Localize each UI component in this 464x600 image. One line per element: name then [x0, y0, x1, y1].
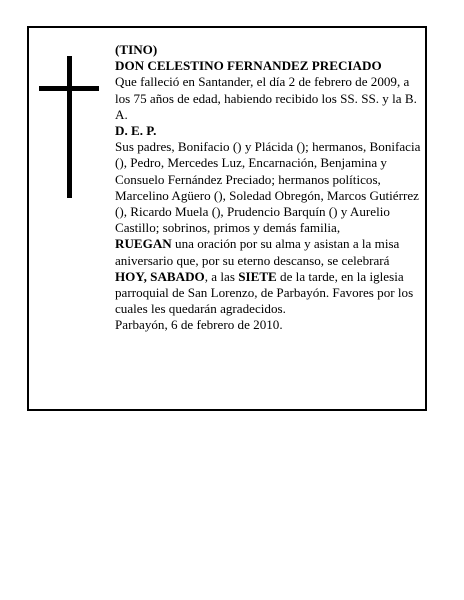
time-connector: , a las [204, 268, 239, 284]
mass-time: SIETE [238, 268, 277, 284]
mass-invitation [115, 236, 421, 317]
obituary-notice [27, 26, 427, 411]
cross-icon [39, 56, 99, 198]
mass-day: HOY, SABADO [115, 268, 205, 284]
nickname: (TINO) [115, 42, 158, 57]
request-text: una oración por su alma y asistan a la misa aniversario que, por su eterno descanso, se celebrará [115, 236, 400, 268]
rip-heading: D. E. P. [115, 123, 157, 139]
request-verb: RUEGAN [115, 236, 172, 252]
death-statement: Que falleció en Santander, el día 2 de febrero de 2009, a los 75 años de edad, habiendo recibido los SS. SS. y la B. A. [115, 74, 417, 122]
cross-horizontal-bar [39, 86, 99, 91]
notice-text [115, 42, 421, 334]
family-list: Sus padres, Bonifacio () y Plácida (); hermanos, Bonifacia (), Pedro, Mercedes Luz, Encarnación, Benjamina y Consuelo Fernández Preciado; hermanos políticos, Marcelino Agüero (), Soledad Obregón, Marcos Gutiérrez (), Ricardo Muela (), Prudencio Barquín () y Aurelio Castillo; sobrinos, primos y demás familia, [115, 139, 421, 236]
mass-location: de la tarde, en la iglesia parroquial de San Lorenzo, de Parbayón. Favores por los cuales les quedarán agradecidos. [115, 268, 414, 317]
place-date: Parbayón, 6 de febrero de 2010. [115, 317, 283, 333]
deceased-name: DON CELESTINO FERNANDEZ PRECIADO [115, 58, 382, 74]
cross-vertical-bar [67, 56, 72, 198]
